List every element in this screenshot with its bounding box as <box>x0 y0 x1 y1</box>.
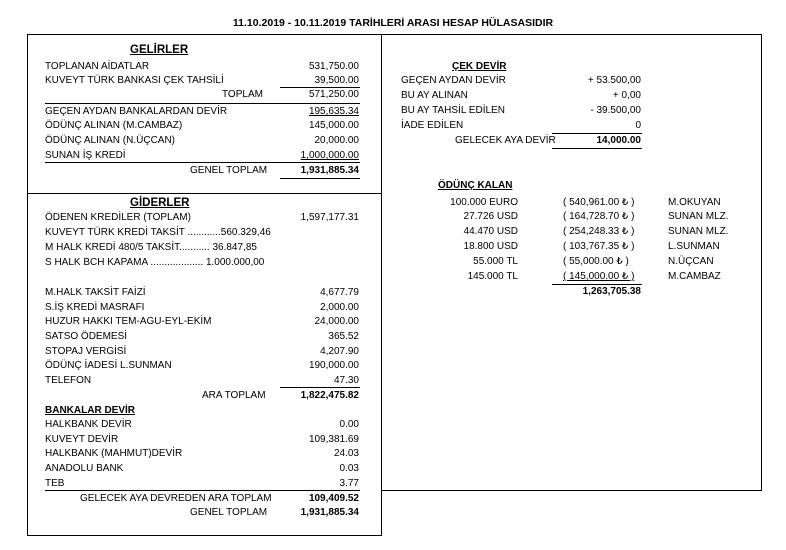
gelirler-heading: GELİRLER <box>130 44 189 56</box>
gider-label: SATSO ÖDEMESİ <box>45 331 128 342</box>
gelir-value: 195,635.34 <box>308 106 359 117</box>
odunc-name: SUNAN MLZ. <box>668 226 729 237</box>
odunc-name: L.SUNMAN <box>668 241 720 252</box>
cek-gelecek-value: 14,000.00 <box>596 135 641 146</box>
kredi-detail: S HALK BCH KAPAMA ................... 1.000.000,00 <box>45 257 265 268</box>
divider <box>280 178 360 179</box>
cek-gelecek-label: GELECEK AYA DEVİR <box>455 135 556 146</box>
gider-label: STOPAJ VERGİSİ <box>45 346 127 357</box>
odunc-heading: ÖDÜNÇ KALAN <box>438 180 513 191</box>
gider-label: ÖDÜNÇ İADESİ L.SUNMAN <box>45 360 172 371</box>
kredi-value: 1,597,177.31 <box>300 212 359 223</box>
gelir-label: GEÇEN AYDAN BANKALARDAN DEVİR <box>45 106 228 117</box>
divider <box>280 387 360 388</box>
bankalar-heading: BANKALAR DEVİR <box>45 405 135 416</box>
banka-value: 3.77 <box>339 478 359 489</box>
gider-value: 2,000.00 <box>320 302 359 313</box>
gelir-genel-value: 1,931,885.34 <box>300 165 359 176</box>
odunc-amount: 100.000 EURO <box>450 197 518 208</box>
cek-value: + 53.500,00 <box>587 75 641 86</box>
ara-toplam-value: 1,822,475.82 <box>300 390 359 401</box>
odunc-tl: ( 164,728.70 ₺ ) <box>563 211 635 222</box>
odunc-tl: ( 254,248.33 ₺ ) <box>563 226 635 237</box>
page-title: 11.10.2019 - 10.11.2019 TARİHLERİ ARASI HESAP HÜLASASIDIR <box>232 17 554 29</box>
odunc-amount: 55.000 TL <box>473 256 518 267</box>
cek-value: 0 <box>635 120 641 131</box>
gelir-value: 145,000.00 <box>308 120 359 131</box>
cek-label: BU AY ALINAN <box>401 90 468 101</box>
kredi-detail: M HALK KREDİ 480/5 TAKSİT........... 36.847,85 <box>45 242 257 253</box>
divider <box>45 162 360 163</box>
cek-label: BU AY TAHSİL EDİLEN <box>401 105 505 116</box>
gider-value: 24,000.00 <box>314 316 359 327</box>
banka-genel-label: GENEL TOPLAM <box>190 507 268 518</box>
odunc-amount: 27.726 USD <box>463 211 518 222</box>
gelir-toplam-value: 571,250.00 <box>308 89 359 100</box>
gelir-label: ÖDÜNÇ ALINAN (M.CAMBAZ) <box>45 120 183 131</box>
divider <box>280 87 360 88</box>
divider <box>552 284 642 285</box>
gelir-label: ÖDÜNÇ ALINAN (N.ÜÇCAN) <box>45 135 176 146</box>
kredi-detail: KUVEYT TÜRK KREDİ TAKSİT ............560.329,46 <box>45 227 271 238</box>
odunc-name: M.CAMBAZ <box>668 271 721 282</box>
gelir-toplam-label: TOPLAM <box>222 89 263 100</box>
gelir-value: 1,000,000.00 <box>300 150 359 161</box>
gelir-value: 20,000.00 <box>314 135 359 146</box>
cek-label: İADE EDİLEN <box>401 120 464 131</box>
gider-value: 365.52 <box>328 331 359 342</box>
odunc-tl: ( 103,767.35 ₺ ) <box>563 241 635 252</box>
gelecek-label: GELECEK AYA DEVREDEN ARA TOPLAM <box>80 493 272 504</box>
kredi-label: ÖDENEN KREDİLER (TOPLAM) <box>45 212 191 223</box>
ara-toplam-label: ARA TOPLAM <box>202 390 266 401</box>
gider-value: 4,207.90 <box>320 346 359 357</box>
gider-label: M.HALK TAKSİT FAİZİ <box>45 287 146 298</box>
banka-label: HALKBANK DEVİR <box>45 419 132 430</box>
gider-value: 4,677.79 <box>320 287 359 298</box>
cek-value: + 0,00 <box>612 90 641 101</box>
banka-label: TEB <box>45 478 65 489</box>
odunc-amount: 18.800 USD <box>463 241 518 252</box>
odunc-amount: 145.000 TL <box>467 271 518 282</box>
odunc-name: M.OKUYAN <box>668 197 721 208</box>
odunc-name: N.ÜÇCAN <box>668 256 714 267</box>
gider-label: TELEFON <box>45 375 92 386</box>
gelir-label: KUVEYT TÜRK BANKASI ÇEK TAHSİLİ <box>45 75 224 86</box>
divider <box>45 490 360 491</box>
gider-label: S.İŞ KREDİ MASRAFI <box>45 302 145 313</box>
gelir-value: 39,500.00 <box>314 75 359 86</box>
banka-value: 0.03 <box>339 463 359 474</box>
banka-genel-value: 1,931,885.34 <box>300 507 359 518</box>
banka-value: 109,381.69 <box>308 434 359 445</box>
gelir-value: 531,750.00 <box>308 61 359 72</box>
giderler-heading: GİDERLER <box>130 197 190 209</box>
gider-label: HUZUR HAKKI TEM-AGU-EYL-EKİM <box>45 316 212 327</box>
cek-label: GEÇEN AYDAN DEVİR <box>401 75 506 86</box>
banka-label: ANADOLU BANK <box>45 463 124 474</box>
odunc-tl: ( 540,961.00 ₺ ) <box>563 197 635 208</box>
odunc-amount: 44.470 USD <box>463 226 518 237</box>
gelir-genel-label: GENEL TOPLAM <box>190 165 268 176</box>
odunc-tl: ( 55,000.00 ₺ ) <box>563 256 629 267</box>
odunc-tl: ( 145,000.00 ₺ ) <box>563 271 635 282</box>
cek-value: - 39.500,00 <box>590 105 641 116</box>
banka-value: 24.03 <box>333 448 359 459</box>
odunc-total: 1,263,705.38 <box>582 286 641 297</box>
odunc-name: SUNAN MLZ. <box>668 211 729 222</box>
divider <box>45 103 360 104</box>
gider-value: 190,000.00 <box>308 360 359 371</box>
banka-label: HALKBANK (MAHMUT)DEVİR <box>45 448 183 459</box>
gelecek-value: 109,409.52 <box>308 493 359 504</box>
banka-label: KUVEYT DEVİR <box>45 434 119 445</box>
banka-value: 0.00 <box>339 419 359 430</box>
cek-heading: ÇEK DEVİR <box>452 61 507 72</box>
divider <box>552 148 642 149</box>
gider-value: 47.30 <box>333 375 359 386</box>
divider <box>552 133 642 134</box>
gelir-label: SUNAN İŞ KREDİ <box>45 150 126 161</box>
gelir-label: TOPLANAN AİDATLAR <box>45 61 150 72</box>
